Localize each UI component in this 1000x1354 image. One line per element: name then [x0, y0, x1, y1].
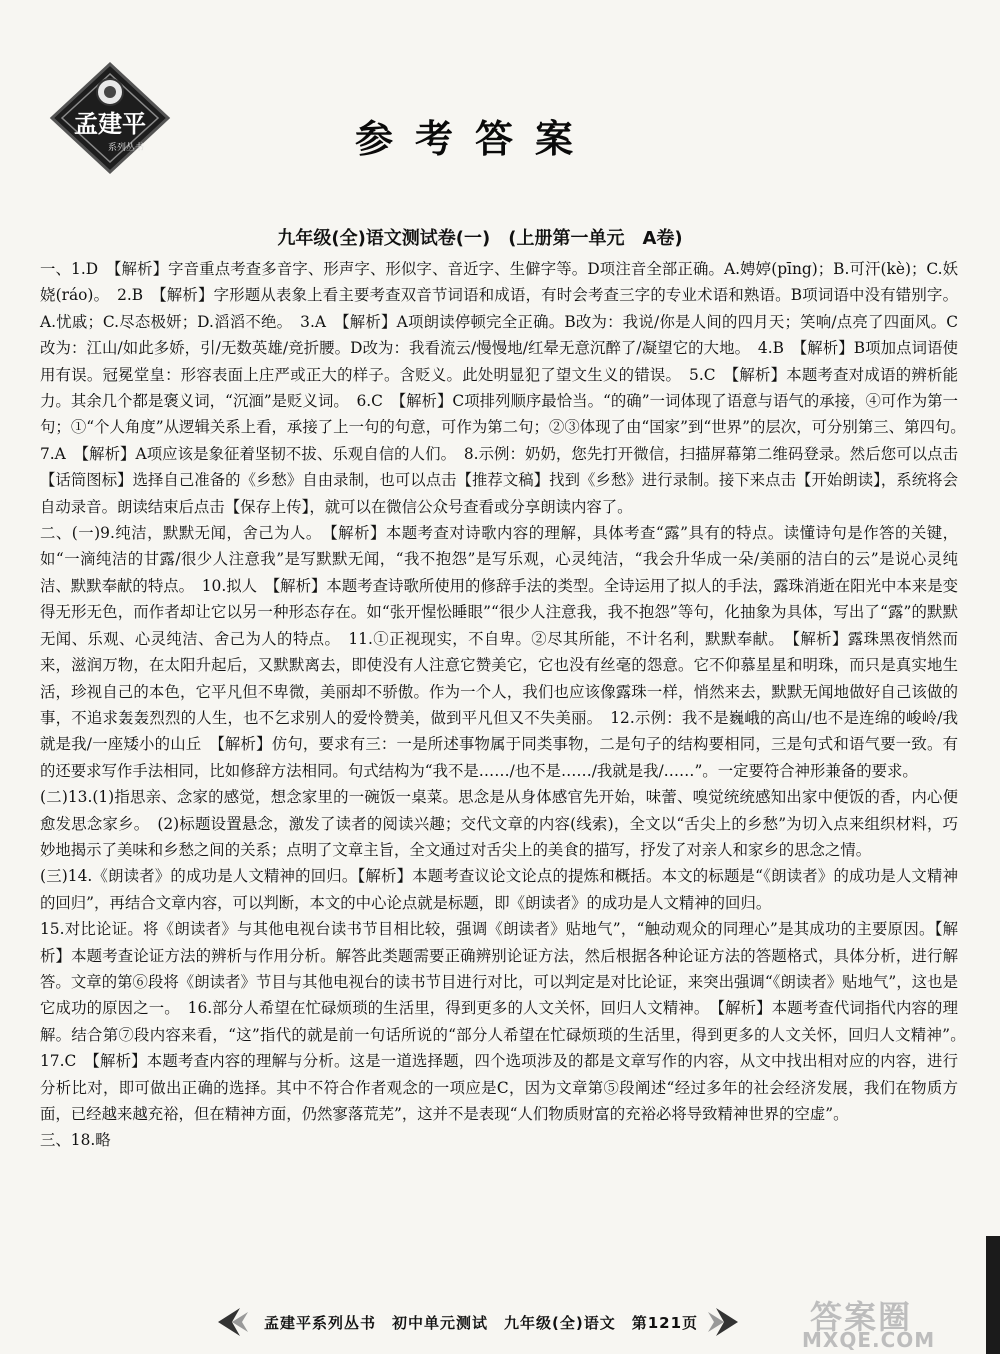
answer-paragraph-part-one: 一、1.D 【解析】字音重点考查多音字、形声字、形似字、音近字、生僻字等。D项注音全部正确。A.娉婷(pīng)；B.可汗(kè)；C.妖娆(ráo)。 2.B 【解析】字形题从表象上看主要考查双音节词语和成语，有时会考查三字的专业术语和熟语。B项词语中没有错别字。A.忧戚；C.尽态极妍；D.滔滔不绝。 3.A 【解析】A项朗读停顿完全正确。B改为：我说/你是人间的四月天；笑响/点亮了四面风。C改为：江山/如此多娇，引/无数英雄/竞折腰。D改为：我看流云/慢慢地/红晕无意沉醉了/凝望它的大地。 4.B 【解析】B项加点词语使用有误。冠冕堂皇：形容表面上庄严或正大的样子。含贬义。此处明显犯了望文生义的错误。 5.C 【解析】本题考查对成语的辨析能力。其余几个都是褒义词，“沉湎”是贬义词。 6.C 【解析】C项排列顺序最恰当。“的确”一词体现了语意与语气的承接，④可作为第一句；①“个人角度”从逻辑关系上看，承接了上一句的句意，可作为第二句；②③体现了由“国家”到“世界”的层次，可分别第三、第四句。 7.A 【解析】A项应该是象征着坚韧不拔、乐观自信的人们。 8.示例：奶奶，您先打开微信，扫描屏幕第二维码登录。然后您可以点击【话筒图标】选择自己准备的《乡愁》自由录制，也可以点击【推荐文稿】找到《乡愁》进行录制。接下来点击【开始朗读】，系统将会自动录音。朗读结束后点击【保存上传】，就可以在微信公众号查看或分享朗读内容了。: [40, 260, 974, 516]
logo-brand-text: 孟建平: [74, 109, 146, 138]
watermark-url: MXQE.COM: [802, 1328, 936, 1352]
answer-content: [40, 256, 974, 1154]
right-arrow-icon: [706, 1306, 746, 1338]
answer-paragraph-part-two-a: 二、(一)9.纯洁，默默无闻，舍己为人。 【解析】本题考查对诗歌内容的理解，具体考查“露”具有的特点。读懂诗句是作答的关键，如“一滴纯洁的甘露/很少人注意我”是写默默无闻，“我不抱怨”是写乐观，心灵纯洁，“我会升华成一朵/美丽的洁白的云”是说心灵纯洁、默默奉献的特点。 10.拟人 【解析】本题考查诗歌所使用的修辞手法的类型。全诗运用了拟人的手法，露珠消逝在阳光中本来是变得无形无色，而作者却让它以另一种形态存在。如“张开惺忪睡眼”“很少人注意我，我不抱怨”等句，化抽象为具体，写出了“露”的默默无闻、乐观、心灵纯洁、舍己为人的特点。 11.①正视现实，不自卑。②尽其所能，不计名利，默默奉献。 【解析】露珠黑夜悄然而来，滋润万物，在太阳升起后，又默默离去，即使没有人注意它赞美它，它也没有丝毫的怨意。它不仰慕星星和明珠，而只是真实地生活，珍视自己的本色，它平凡但不卑微，美丽却不骄傲。作为一个人，我们也应该像露珠一样，悄然来去，默默无闻地做好自己该做的事，不追求轰轰烈烈的人生，也不乞求别人的爱怜赞美，做到平凡但又不失美丽。 12.示例：我不是巍峨的高山/也不是连绵的峻岭/我就是我/一座矮小的山丘 【解析】仿句，要求有三：一是所述事物属于同类事物，二是句子的结构要相同，三是句式和语气要一致。有的还要求写作手法相同，比如修辞方法相同。句式结构为“我不是……/也不是……/我就是我/……”。一定要符合神形兼备的要求。: [40, 524, 958, 780]
logo-subtitle-text: 系列丛书: [107, 143, 145, 153]
answer-paragraph-part-two-c: (三)14.《朗读者》的成功是人文精神的回归。【解析】本题考查议论文论点的提炼和概括。本文的标题是“《朗读者》的成功是人文精神的回归”，再结合文章内容，可以判断，本文的中心论点就是标题，即《朗读者》的成功是人文精神的回归。: [40, 867, 958, 912]
watermark-title: 答案圈: [810, 1298, 913, 1336]
answer-paragraph-part-two-d: 15.对比论证。将《朗读者》与其他电视台读书节目相比较，强调《朗读者》贴地气”，“触动观众的同理心”是其成功的主要原因。【解析】本题考查论证方法的辨析与作用分析。解答此类题需要正确辨别论证方法，然后根据各种论证方法的答题格式，具体分析，进行解答。文章的第⑥段将《朗读者》节目与其他电视台的读书节目进行对比，可以判定是对比论证，来突出强调“《朗读者》贴地气”，这也是它成功的原因之一。 16.部分人希望在忙碌烦琐的生活里，得到更多的人文关怀，回归人文精神。 【解析】本题考查代词指代内容的理解。结合第⑦段内容来看，“这”指代的就是前一句话所说的“部分人希望在忙碌烦琐的生活里，得到更多的人文关怀，回归人文精神”。 17.C 【解析】本题考查内容的理解与分析。这是一道选择题，四个选项涉及的都是文章写作的内容，从文中找出相对应的内容，进行分析比对，即可做出正确的选择。其中不符合作者观念的一项应是C，因为文章第⑤段阐述“经过多年的社会经济发展，我们在物质方面，已经越来越充裕，但在精神方面，仍然寥落荒芜”，这并不是表现“人们物质财富的充裕必将导致精神世界的空虚”。: [40, 920, 974, 1123]
answer-paragraph-part-three: 三、18.略: [40, 1131, 111, 1150]
scan-edge-shadow: [986, 1236, 1000, 1354]
section-title: 九年级(全)语文测试卷(一) (上册第一单元 A卷): [277, 228, 683, 249]
left-arrow-icon: [210, 1306, 250, 1338]
watermark: [770, 1292, 980, 1352]
answer-paragraph-part-two-b: (二)13.(1)指思亲、念家的感觉，想念家里的一碗饭一桌菜。思念是从身体感官先开始，味蕾、嗅觉统统感知出家中便饭的香，内心便愈发思念家乡。 (2)标题设置悬念，激发了读者的阅读兴趣；交代文章的内容(线索)，全文以“舌尖上的乡愁”为切入点来组织材料，巧妙地揭示了美味和乡愁之间的关系；点明了文章主旨，全文通过对舌尖上的美食的描写，抒发了对亲人和家乡的思念之情。: [40, 788, 958, 859]
page-title: 参考答案: [354, 116, 595, 161]
footer-text: 孟建平系列丛书 初中单元测试 九年级(全)语文 第121页: [264, 1314, 699, 1332]
